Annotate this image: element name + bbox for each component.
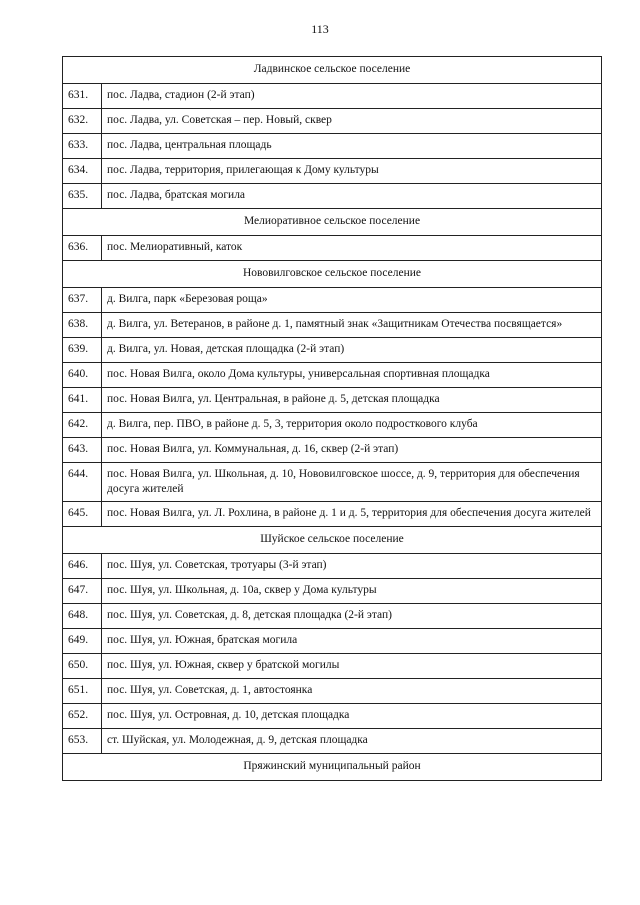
row-description: пос. Мелиоративный, каток (102, 236, 602, 261)
row-description: пос. Ладва, ул. Советская – пер. Новый, сквер (102, 109, 602, 134)
section-header-row (63, 754, 602, 781)
row-description: д. Вилга, пер. ПВО, в районе д. 5, 3, территория около подросткового клуба (102, 413, 602, 438)
section-header-row (63, 527, 602, 554)
table-row (63, 338, 602, 363)
row-description: пос. Шуя, ул. Школьная, д. 10а, сквер у Дома культуры (102, 579, 602, 604)
row-number: 635. (63, 184, 102, 209)
row-description: пос. Шуя, ул. Южная, братская могила (102, 629, 602, 654)
table-row (63, 134, 602, 159)
table-row (63, 109, 602, 134)
row-number: 640. (63, 363, 102, 388)
row-number: 653. (63, 729, 102, 754)
table-row (63, 84, 602, 109)
row-description: пос. Шуя, ул. Советская, тротуары (3-й этап) (102, 554, 602, 579)
section-header-row (63, 261, 602, 288)
table-row (63, 438, 602, 463)
row-number: 646. (63, 554, 102, 579)
row-number: 634. (63, 159, 102, 184)
row-number: 639. (63, 338, 102, 363)
section-title: Мелиоративное сельское поселение (63, 209, 602, 236)
objects-table-body (63, 57, 602, 781)
table-row (63, 184, 602, 209)
row-description: д. Вилга, парк «Березовая роща» (102, 288, 602, 313)
row-description: ст. Шуйская, ул. Молодежная, д. 9, детская площадка (102, 729, 602, 754)
row-description: пос. Шуя, ул. Островная, д. 10, детская площадка (102, 704, 602, 729)
row-description: пос. Новая Вилга, ул. Л. Рохлина, в районе д. 1 и д. 5, территория для обеспечения досуга жителей (102, 502, 602, 527)
row-number: 642. (63, 413, 102, 438)
row-description: пос. Новая Вилга, ул. Центральная, в районе д. 5, детская площадка (102, 388, 602, 413)
section-header-row (63, 209, 602, 236)
row-number: 644. (63, 463, 102, 502)
section-title: Ладвинское сельское поселение (63, 57, 602, 84)
table-row (63, 288, 602, 313)
row-number: 643. (63, 438, 102, 463)
row-description: пос. Шуя, ул. Советская, д. 8, детская площадка (2-й этап) (102, 604, 602, 629)
section-title: Шуйское сельское поселение (63, 527, 602, 554)
table-row (63, 579, 602, 604)
row-description: пос. Шуя, ул. Южная, сквер у братской могилы (102, 654, 602, 679)
table-row (63, 554, 602, 579)
row-number: 645. (63, 502, 102, 527)
table-row (63, 604, 602, 629)
row-description: д. Вилга, ул. Ветеранов, в районе д. 1, памятный знак «Защитникам Отечества посвящается» (102, 313, 602, 338)
row-number: 650. (63, 654, 102, 679)
row-number: 637. (63, 288, 102, 313)
row-description: пос. Ладва, братская могила (102, 184, 602, 209)
row-description: пос. Шуя, ул. Советская, д. 1, автостоянка (102, 679, 602, 704)
table-row (63, 463, 602, 502)
row-number: 638. (63, 313, 102, 338)
row-number: 652. (63, 704, 102, 729)
section-header-row (63, 57, 602, 84)
row-number: 633. (63, 134, 102, 159)
row-number: 647. (63, 579, 102, 604)
row-description: пос. Ладва, центральная площадь (102, 134, 602, 159)
row-number: 632. (63, 109, 102, 134)
row-number: 648. (63, 604, 102, 629)
row-number: 651. (63, 679, 102, 704)
row-number: 631. (63, 84, 102, 109)
table-row (63, 413, 602, 438)
row-description: пос. Новая Вилга, ул. Школьная, д. 10, Нововилговское шоссе, д. 9, территория для обеспечения досуга жителей (102, 463, 602, 502)
row-description: д. Вилга, ул. Новая, детская площадка (2-й этап) (102, 338, 602, 363)
table-row (63, 159, 602, 184)
table-row (63, 502, 602, 527)
table-row (63, 729, 602, 754)
table-row (63, 629, 602, 654)
row-number: 649. (63, 629, 102, 654)
row-description: пос. Новая Вилга, ул. Коммунальная, д. 16, сквер (2-й этап) (102, 438, 602, 463)
table-row (63, 704, 602, 729)
table-row (63, 236, 602, 261)
section-title: Нововилговское сельское поселение (63, 261, 602, 288)
row-description: пос. Ладва, территория, прилегающая к Дому культуры (102, 159, 602, 184)
row-description: пос. Новая Вилга, около Дома культуры, универсальная спортивная площадка (102, 363, 602, 388)
page-number: 113 (311, 22, 329, 36)
section-title: Пряжинский муниципальный район (63, 754, 602, 781)
table-row (63, 654, 602, 679)
table-row (63, 388, 602, 413)
table-row (63, 313, 602, 338)
row-number: 636. (63, 236, 102, 261)
row-description: пос. Ладва, стадион (2-й этап) (102, 84, 602, 109)
table-row (63, 363, 602, 388)
table-row (63, 679, 602, 704)
row-number: 641. (63, 388, 102, 413)
objects-table (62, 56, 602, 781)
